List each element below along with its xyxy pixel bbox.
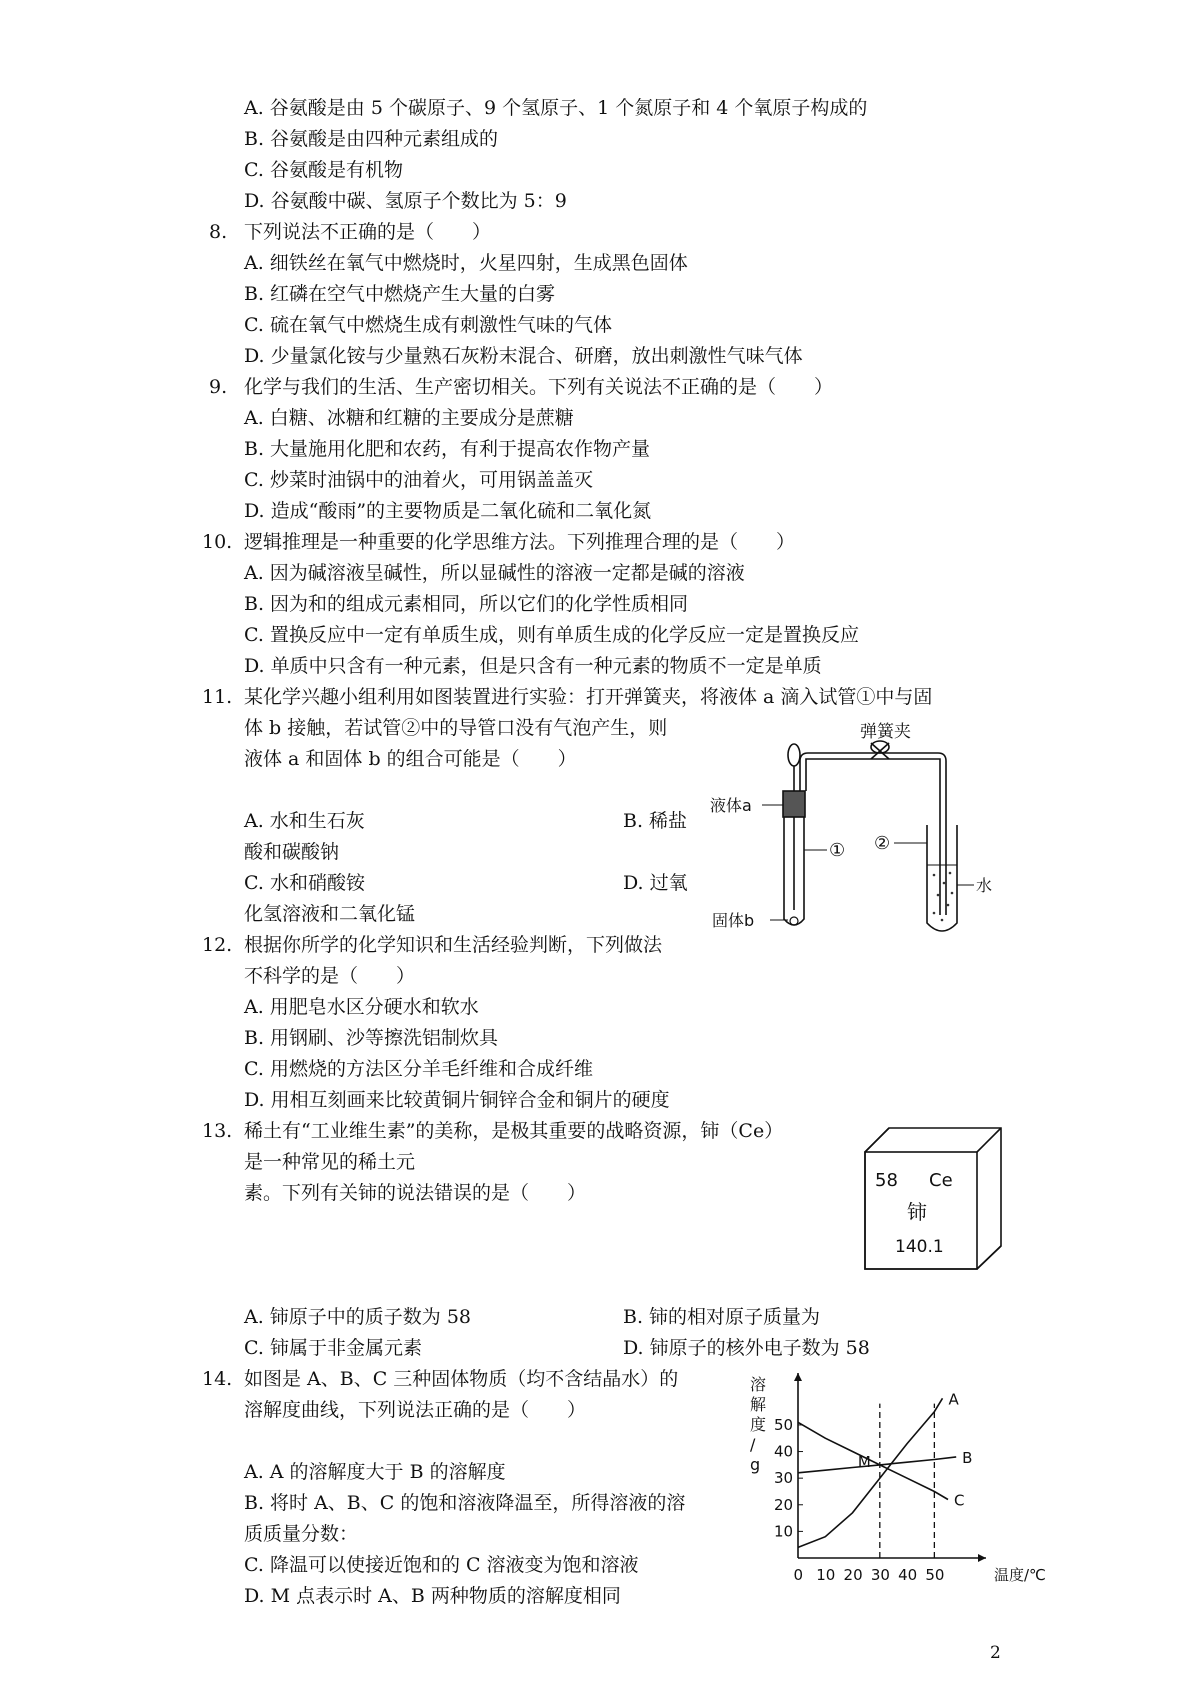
q14-option-b-line-2: 质质量分数： (244, 1523, 359, 1545)
y-tick-label: 20 (774, 1495, 794, 1514)
q11-number: 11. (202, 686, 233, 708)
q10-option-c: C. 置换反应中一定有单质生成，则有单质生成的化学反应一定是置换反应 (244, 624, 859, 646)
curve-label-c: C (954, 1491, 965, 1510)
water-dots (933, 872, 954, 922)
q13-stem-line-1: 稀土有“工业维生素”的美称，是极其重要的战略资源，铈（Ce） (244, 1120, 784, 1142)
x-tick-label: 30 (870, 1566, 890, 1584)
q8-option-a: A. 细铁丝在氧气中燃烧时，火星四射，生成黑色固体 (244, 252, 688, 274)
q10-number: 10. (202, 531, 233, 553)
x-tick-label: 40 (898, 1566, 918, 1584)
q14-number: 14. (202, 1368, 233, 1390)
y-axis-label-char: 溶 (750, 1375, 767, 1394)
q14-option-d: D. M 点表示时 A、B 两种物质的溶解度相同 (244, 1585, 621, 1607)
apparatus-figure (710, 722, 1012, 950)
solid-b-label: 固体b (712, 911, 755, 930)
curve-label-b: B (962, 1448, 973, 1467)
liquid-a-label: 液体a (710, 796, 752, 815)
q8-option-c: C. 硫在氧气中燃烧生成有刺激性气味的气体 (244, 314, 612, 336)
delivery-tube (800, 753, 946, 915)
q13-option-b: B. 铈的相对原子质量为 (623, 1306, 821, 1328)
q13-option-a: A. 铈原子中的质子数为 58 (244, 1306, 472, 1328)
q14-option-c: C. 降温可以使接近饱和的 C 溶液变为饱和溶液 (244, 1554, 639, 1576)
q12-option-d: D. 用相互刻画来比较黄铜片铜锌合金和铜片的硬度 (244, 1089, 670, 1111)
solubility-chart (740, 1360, 1046, 1585)
point-m-label: M (857, 1452, 871, 1471)
q12-stem-line-2: 不科学的是（ ） (244, 965, 416, 987)
q7-option-a: A. 谷氨酸是由 5 个碳原子、9 个氢原子、1 个氮原子和 4 个氧原子构成的 (244, 97, 868, 119)
element-card (865, 1128, 1010, 1288)
y-tick-label: 40 (774, 1442, 794, 1461)
dropper-bulb (788, 744, 800, 766)
q7-option-b: B. 谷氨酸是由四种元素组成的 (244, 128, 499, 150)
q11-option-d-start: D. 过氧 (623, 872, 688, 894)
element-number: 58 (875, 1170, 898, 1191)
water-label: 水 (976, 876, 993, 895)
y-axis-label-char: 度 (750, 1415, 767, 1434)
q13-stem-line-2: 是一种常见的稀土元 (244, 1151, 416, 1173)
element-mass: 140.1 (895, 1237, 944, 1257)
stopper-1 (783, 791, 805, 817)
q14-stem-line-2: 溶解度曲线，下列说法正确的是（ ） (244, 1399, 587, 1421)
q12-option-b: B. 用钢刷、沙等擦洗铝制炊具 (244, 1027, 499, 1049)
q9-option-a: A. 白糖、冰糖和红糖的主要成分是蔗糖 (244, 407, 574, 429)
q11-stem-line-3: 液体 a 和固体 b 的组合可能是（ ） (244, 748, 577, 770)
q9-number: 9. (209, 376, 228, 398)
curve-label-a: A (948, 1390, 959, 1409)
tube-2-label: ② (874, 833, 891, 854)
solid-b-particles (790, 917, 798, 925)
q10-option-a: A. 因为碱溶液呈碱性，所以显碱性的溶液一定都是碱的溶液 (244, 562, 745, 584)
x-tick-label: 20 (843, 1566, 863, 1584)
q7-option-d: D. 谷氨酸中碳、氢原子个数比为 5：9 (244, 190, 567, 212)
element-name: 铈 (907, 1200, 927, 1224)
q8-option-b: B. 红磷在空气中燃烧产生大量的白雾 (244, 283, 556, 305)
q12-number: 12. (202, 934, 233, 956)
q12-stem-line-1: 根据你所学的化学知识和生活经验判断，下列做法 (244, 934, 663, 956)
q11-option-c: C. 水和硝酸铵 (244, 872, 365, 894)
q11-option-b-start: B. 稀盐 (623, 810, 688, 832)
y-axis-label-char: / (750, 1435, 756, 1454)
y-tick-label: 10 (774, 1522, 794, 1541)
q13-option-c: C. 铈属于非金属元素 (244, 1337, 422, 1359)
x-tick-label: 0 (793, 1566, 804, 1584)
q8-option-d: D. 少量氯化铵与少量熟石灰粉末混合、研磨，放出刺激性气味气体 (244, 345, 803, 367)
curve-a (798, 1398, 943, 1547)
q14-stem-line-1: 如图是 A、B、C 三种固体物质（均不含结晶水）的 (244, 1368, 679, 1390)
y-axis-arrow (794, 1373, 802, 1381)
y-axis-label-char: g (750, 1455, 761, 1474)
q10-option-b: B. 因为和的组成元素相同，所以它们的化学性质相同 (244, 593, 689, 615)
q9-option-b: B. 大量施用化肥和农药，有利于提高农作物产量 (244, 438, 651, 460)
y-tick-label: 50 (774, 1415, 794, 1434)
q13-number: 13. (202, 1120, 233, 1142)
clamp-label: 弹簧夹 (860, 722, 911, 742)
x-tick-label: 10 (816, 1566, 836, 1584)
q8-number: 8. (209, 221, 228, 243)
q14-option-b-line-1: B. 将时 A、B、C 的饱和溶液降温至，所得溶液的溶 (244, 1492, 686, 1514)
q13-stem-line-3: 素。下列有关铈的说法错误的是（ ） (244, 1182, 587, 1204)
q11-option-b-cont: 酸和碳酸钠 (244, 841, 340, 863)
q11-option-a: A. 水和生石灰 (244, 810, 365, 832)
y-axis-label-char: 解 (750, 1395, 767, 1414)
q11-option-d-cont: 化氢溶液和二氧化锰 (244, 903, 416, 925)
y-tick-label: 30 (774, 1469, 794, 1488)
curve-b (798, 1457, 956, 1473)
q9-option-c: C. 炒菜时油锅中的油着火，可用锅盖盖灭 (244, 469, 593, 491)
element-symbol: Ce (929, 1170, 953, 1191)
q12-option-c: C. 用燃烧的方法区分羊毛纤维和合成纤维 (244, 1058, 593, 1080)
q12-option-a: A. 用肥皂水区分硬水和软水 (244, 996, 479, 1018)
q10-option-d: D. 单质中只含有一种元素，但是只含有一种元素的物质不一定是单质 (244, 655, 822, 677)
q10-stem: 逻辑推理是一种重要的化学思维方法。下列推理合理的是（ ） (244, 531, 796, 553)
test-tube-2 (927, 825, 957, 931)
q8-stem: 下列说法不正确的是（ ） (244, 221, 492, 243)
q11-stem-line-2: 体 b 接触，若试管②中的导管口没有气泡产生，则 (244, 717, 668, 739)
q9-stem: 化学与我们的生活、生产密切相关。下列有关说法不正确的是（ ） (244, 376, 834, 398)
tube-1-label: ① (829, 840, 846, 861)
x-axis-arrow (978, 1554, 986, 1562)
q9-option-d: D. 造成“酸雨”的主要物质是二氧化硫和二氧化氮 (244, 500, 652, 522)
q14-option-a: A. A 的溶解度大于 B 的溶解度 (244, 1461, 506, 1483)
q7-option-c: C. 谷氨酸是有机物 (244, 159, 403, 181)
page-number: 2 (990, 1643, 1001, 1663)
q11-stem-line-1: 某化学兴趣小组利用如图装置进行实验：打开弹簧夹，将液体 a 滴入试管①中与固 (244, 686, 933, 708)
x-axis-label: 温度/℃ (994, 1566, 1046, 1584)
q13-option-d: D. 铈原子的核外电子数为 58 (623, 1337, 870, 1359)
x-tick-label: 50 (925, 1566, 945, 1584)
